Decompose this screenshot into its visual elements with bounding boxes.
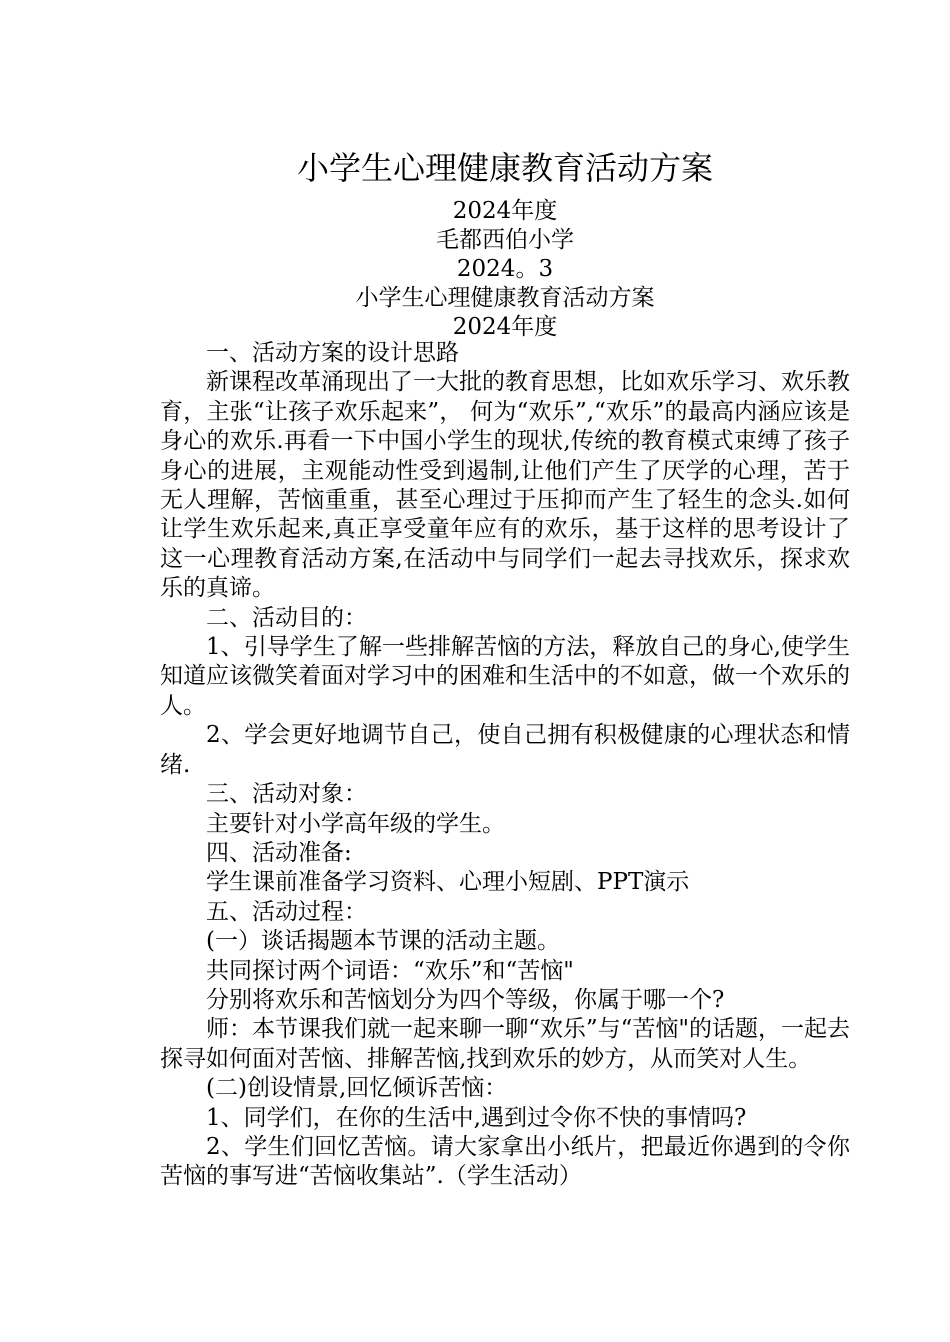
paragraph-target: 主要针对小学高年级的学生。 <box>206 810 505 837</box>
paragraph-teacher-intro: 师：本节课我们就一起来聊一聊“欢乐”与“苦恼"的话题，一起去探寻如何面对苦恼、排解苦恼,找到欢乐的妙方，从而笑对人生。 <box>160 1016 850 1072</box>
paragraph-purpose-1: 1、引导学生了解一些排解苦恼的方法，释放自己的身心,使学生知道应该微笑着面对学习中的困难和生活中的不如意，做一个欢乐的人。 <box>160 634 850 719</box>
paragraph-question-2: 2、学生们回忆苦恼。请大家拿出小纸片，把最近你遇到的令你苦恼的事写进“苦恼收集站”.（学生活动） <box>160 1133 850 1190</box>
cover-subtitle: 小学生心理健康教育活动方案 <box>355 285 655 311</box>
paragraph-process-step-2: (二)创设情景,回忆倾诉苦恼： <box>206 1075 508 1102</box>
cover-year-repeat: 2024年度 <box>452 314 558 340</box>
paragraph-purpose-2: 2、学会更好地调节自己，使自己拥有积极健康的心理状态和情绪. <box>160 722 850 778</box>
document-title: 小学生心理健康教育活动方案 <box>296 149 713 187</box>
paragraph-discuss-words: 共同探讨两个词语：“欢乐”和“苦恼" <box>206 957 574 984</box>
document-page <box>160 0 860 1342</box>
cover-year: 2024年度 <box>452 198 558 224</box>
paragraph-preparation: 学生课前准备学习资料、心理小短剧、PPT演示 <box>206 869 690 896</box>
paragraph-process-step-1: (一）谈话揭题本节课的活动主题。 <box>206 928 560 955</box>
paragraph-levels: 分别将欢乐和苦恼划分为四个等级，你属于哪一个? <box>206 986 725 1013</box>
paragraph-question-1: 1、同学们，在你的生活中,遇到过令你不快的事情吗? <box>206 1104 747 1131</box>
paragraph-design-idea: 新课程改革涌现出了一大批的教育思想，比如欢乐学习、欢乐教育，主张“让孩子欢乐起来”， 何为“欢乐”,“欢乐”的最高内涵应该是身心的欢乐.再看一下中国小学生的现状,传统的教育模式束缚了孩子身心的进展，主观能动性受到遏制,让他们产生了厌学的心理，苦于无人理解，苦恼重重，甚至心理过于压抑而产生了轻生的念头.如何让学生欢乐起来,真正享受童年应有的欢乐，基于这样的思考设计了这一心理教育活动方案,在活动中与同学们一起去寻找欢乐，探求欢乐的真谛。 <box>160 369 850 602</box>
section-heading-purpose: 二、活动目的： <box>206 604 367 631</box>
section-heading-design: 一、活动方案的设计思路 <box>206 340 459 366</box>
cover-date: 2024。3 <box>456 256 554 282</box>
document-body <box>160 339 850 1192</box>
cover-school: 毛都西伯小学 <box>436 227 574 253</box>
section-heading-process: 五、活动过程： <box>206 898 367 925</box>
section-heading-preparation: 四、活动准备: <box>206 839 352 866</box>
section-heading-target: 三、活动对象： <box>206 781 367 808</box>
